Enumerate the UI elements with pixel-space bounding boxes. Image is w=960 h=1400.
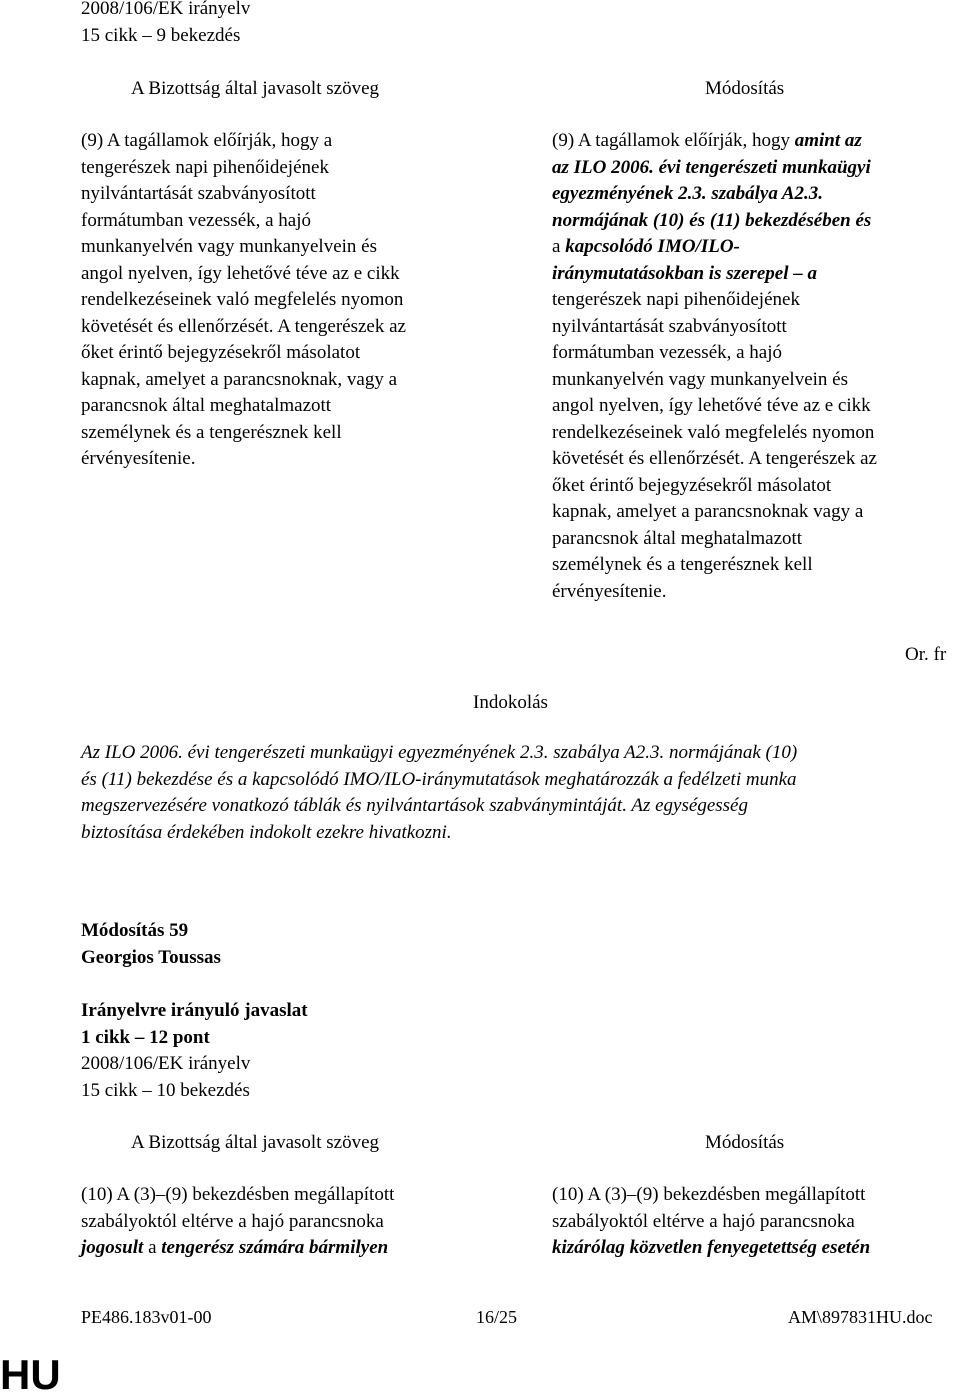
directive-label: 2008/106/EK irányelv [81, 1053, 251, 1074]
text-line: munkanyelvén vagy munkanyelvein és [552, 368, 849, 390]
text-line: jogosult a tengerész számára bármilyen [81, 1237, 389, 1258]
text-line: őket érintő bejegyzésekről másolatot [81, 342, 361, 363]
article-label: 15 cikk – 10 bekezdés [81, 1079, 250, 1101]
text-line: (9) A tagállamok előírják, hogy amint az [552, 130, 862, 151]
right-column-heading: Módosítás [705, 78, 785, 99]
justification-text [81, 740, 960, 846]
text-line: nyilvántartását szabványosított [81, 183, 316, 204]
text-line: nyilvántartását szabványosított [552, 315, 787, 337]
text-line: követését és ellenőrzését. A tengerészek az [81, 315, 406, 337]
amendment-text [552, 1182, 870, 1262]
text-line: rendelkezéseinek való megfelelés nyomon [81, 289, 404, 310]
text-line: Az ILO 2006. évi tengerészeti munkaügyi egyezményének 2.3. szabálya A2.3. normájának (10) [81, 742, 798, 763]
text-line: követését és ellenőrzését. A tengerészek az [552, 448, 877, 469]
text-line: szabályoktól eltérve a hajó parancsnoka [552, 1210, 855, 1232]
text-line: iránymutatásokban is szerepel – a [552, 262, 817, 284]
proposal-label: Irányelvre irányuló javaslat [81, 1000, 308, 1021]
point-label: 1 cikk – 12 pont [81, 1026, 210, 1048]
text-line: tengerészek napi pihenőidejének [552, 289, 800, 310]
amendment-text [552, 128, 877, 605]
text-line: formátumban vezessék, a hajó [81, 209, 312, 231]
text-line: angol nyelven, így lehetővé téve az e cikk [552, 395, 871, 416]
text-line: (9) A tagállamok előírják, hogy a [81, 130, 333, 151]
text-line: parancsnok által meghatalmazott [81, 395, 332, 416]
footer-doc-ref: PE486.183v01-00 [81, 1307, 212, 1327]
commission-text [81, 128, 406, 473]
text-line: kizárólag közvetlen fenyegetettség esetén [552, 1237, 871, 1258]
text-line: személynek és a tengerésznek kell [552, 554, 813, 575]
amendment-header [81, 918, 221, 971]
text-line: egyezményének 2.3. szabálya A2.3. [552, 183, 824, 204]
article-label: 15 cikk – 9 bekezdés [81, 24, 241, 46]
justification-heading: Indokolás [473, 692, 548, 713]
text-line: (10) A (3)–(9) bekezdésben megállapított [552, 1184, 866, 1205]
text-line: személynek és a tengerésznek kell [81, 421, 342, 443]
left-column-heading: A Bizottság által javasolt szöveg [131, 1132, 380, 1153]
amendment-target [81, 998, 308, 1104]
text-line: (10) A (3)–(9) bekezdésben megállapított [81, 1184, 395, 1205]
amendment-author: Georgios Toussas [81, 946, 221, 968]
text-line: tengerészek napi pihenőidejének [81, 156, 329, 178]
text-line: az ILO 2006. évi tengerészeti munkaügyi [552, 156, 871, 178]
text-line: őket érintő bejegyzésekről másolatot [552, 474, 832, 496]
commission-text [81, 1182, 394, 1262]
text-line: kapnak, amelyet a parancsnoknak vagy a [552, 501, 864, 522]
original-language: Or. fr [905, 644, 947, 665]
text-line: biztosítása érdekében indokolt ezekre hivatkozni. [81, 821, 452, 843]
text-line: kapnak, amelyet a parancsnoknak, vagy a [81, 368, 398, 390]
text-line: angol nyelven, így lehetővé téve az e cikk [81, 262, 400, 284]
directive-label: 2008/106/EK irányelv [81, 0, 251, 19]
right-column-heading: Módosítás [705, 1132, 785, 1153]
footer-file-name: AM\897831HU.doc [788, 1307, 933, 1327]
text-line: szabályoktól eltérve a hajó parancsnoka [81, 1210, 384, 1232]
text-line: rendelkezéseinek való megfelelés nyomon [552, 421, 875, 443]
text-line: a kapcsolódó IMO/ILO- [552, 236, 740, 257]
amendment-number: Módosítás 59 [81, 920, 189, 941]
article-reference [81, 0, 250, 49]
text-line: megszervezésére vonatkozó táblák és nyilvántartások szabványmintáját. Az egységesség [81, 795, 748, 816]
left-column-heading: A Bizottság által javasolt szöveg [131, 78, 380, 99]
text-line: és (11) bekezdése és a kapcsolódó IMO/ILO-iránymutatások meghatározzák a fedélzeti munka [81, 768, 797, 790]
text-line: érvényesítenie. [81, 448, 196, 469]
text-line: parancsnok által meghatalmazott [552, 527, 803, 549]
language-code: HU [0, 1351, 61, 1398]
footer-page-number: 16/25 [476, 1307, 518, 1327]
text-line: formátumban vezessék, a hajó [552, 342, 783, 363]
text-line: normájának (10) és (11) bekezdésében és [552, 209, 872, 231]
text-line: érvényesítenie. [552, 580, 667, 602]
text-line: munkanyelvén vagy munkanyelvein és [81, 236, 378, 257]
